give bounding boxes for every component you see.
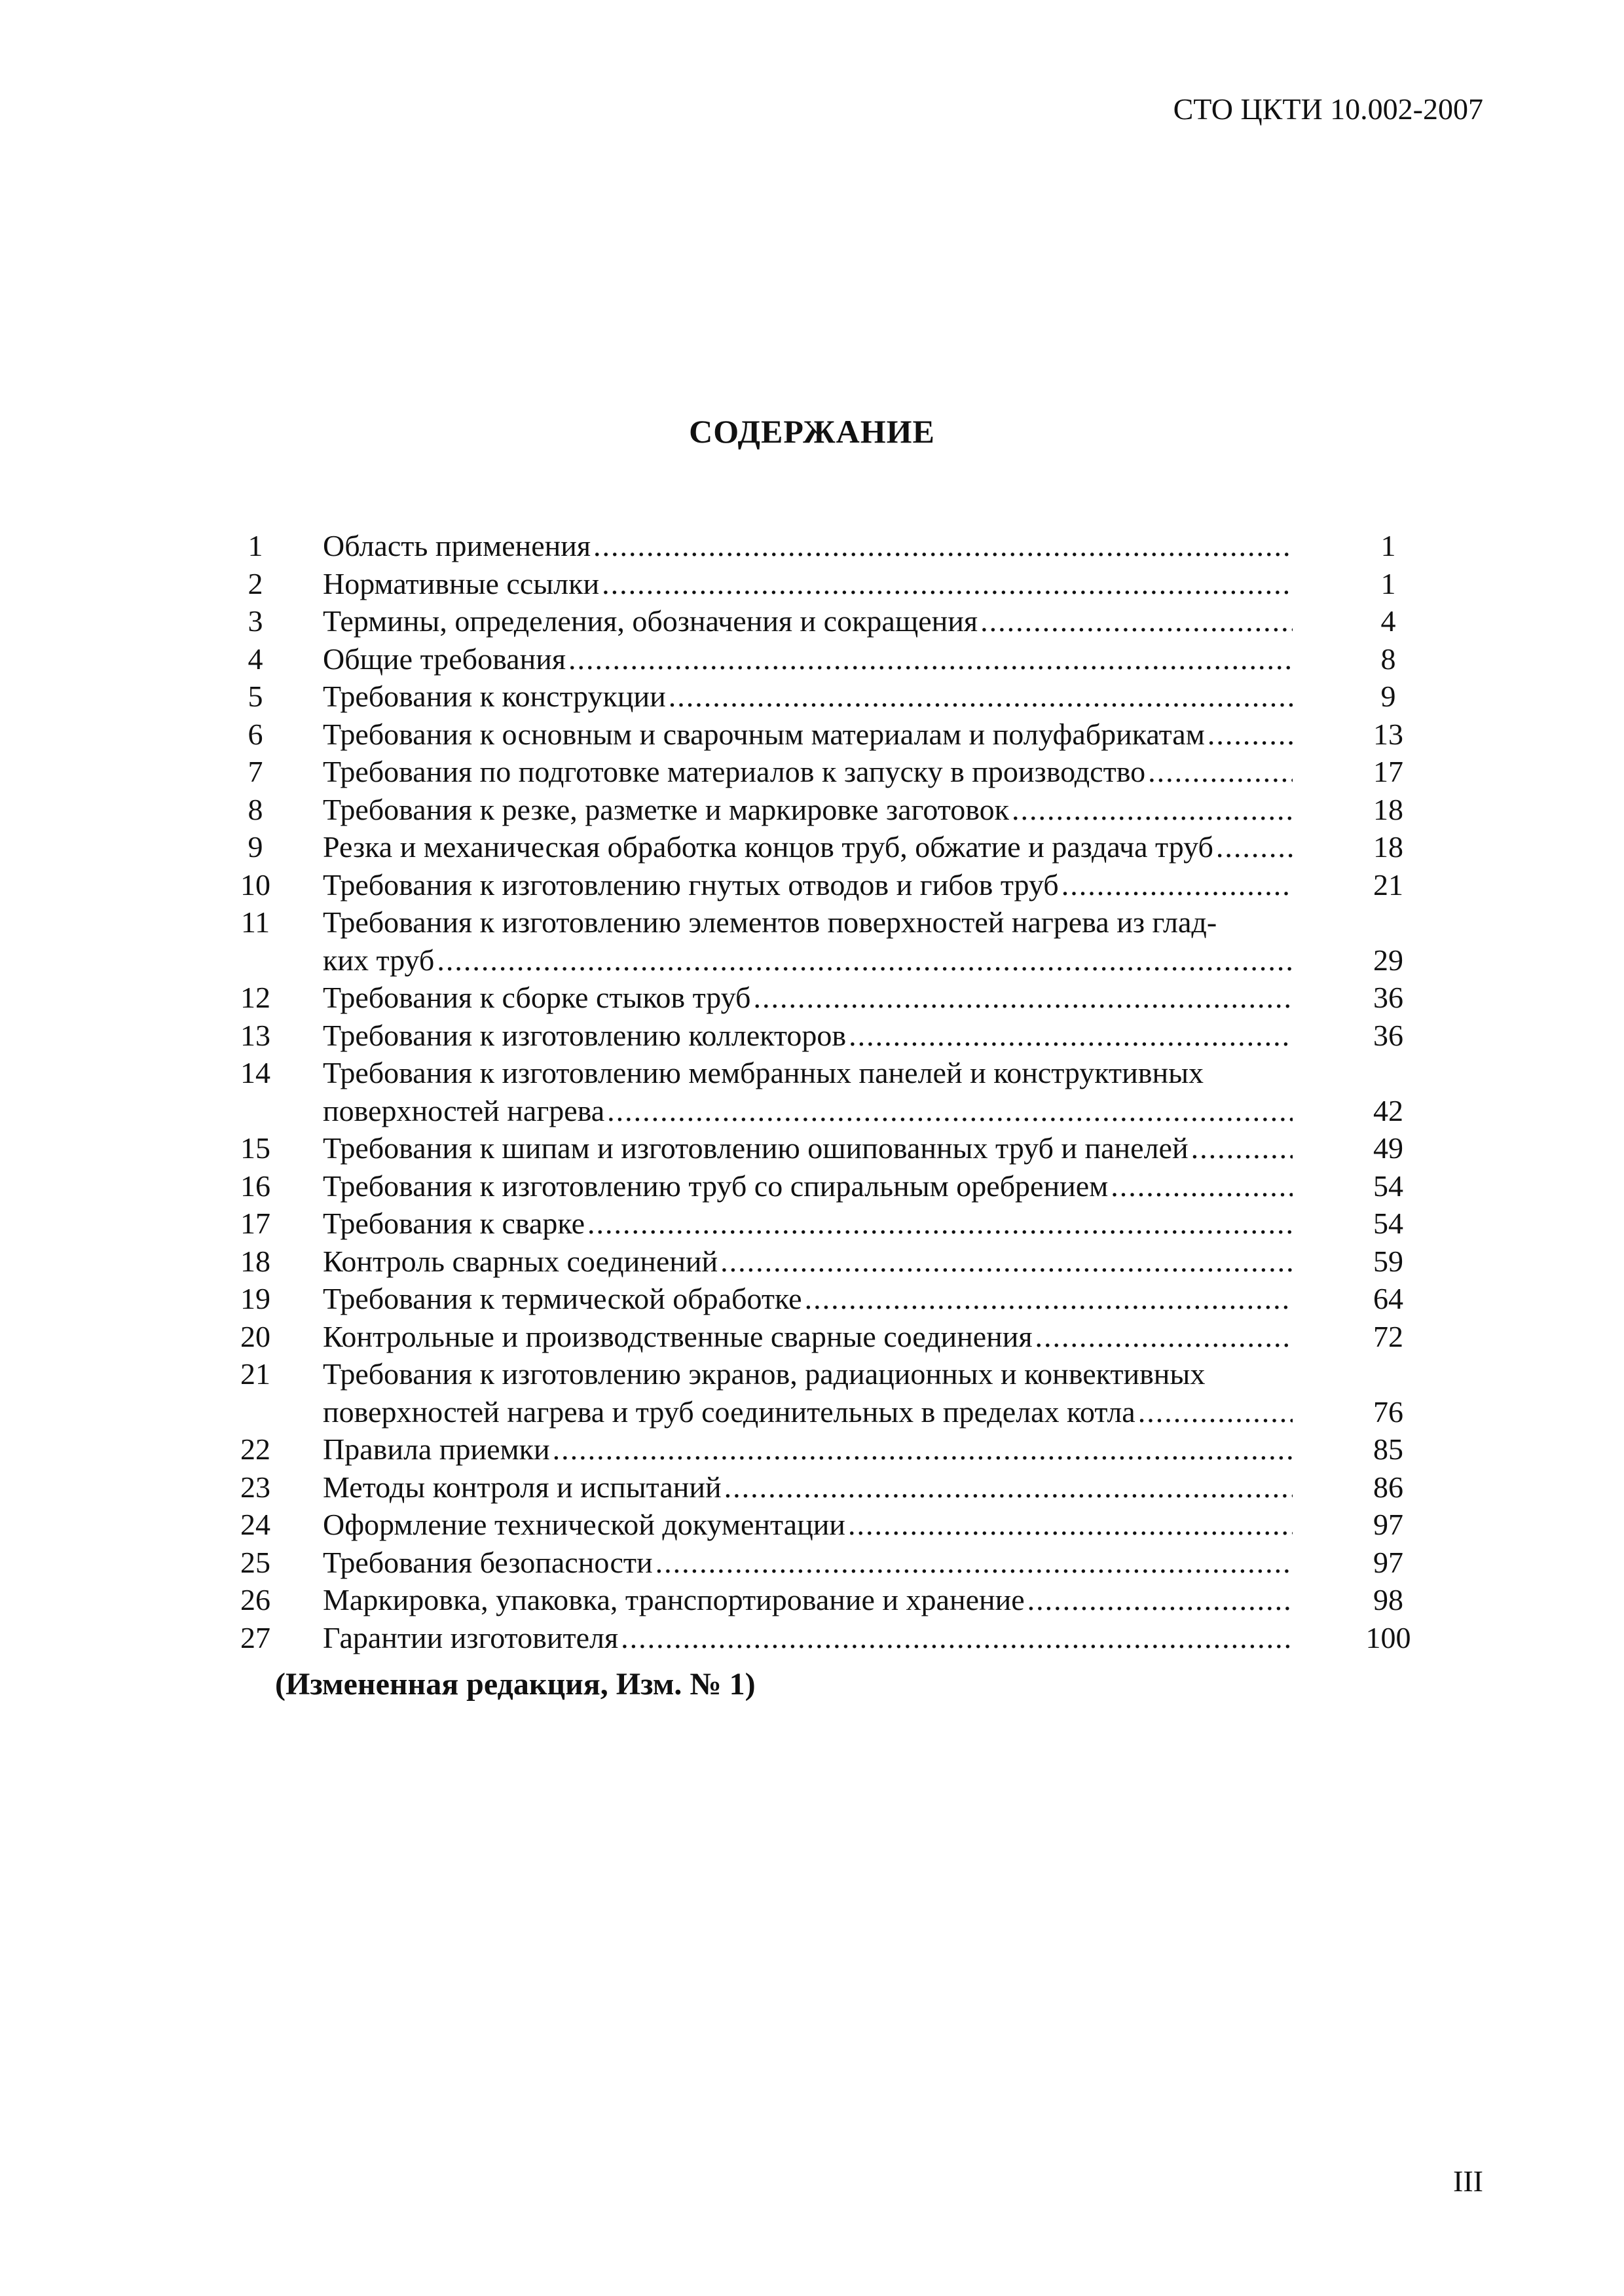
toc-entry-title: Правила приемки [323,1432,550,1466]
toc-dot-leader [849,1017,1293,1055]
toc-entry-page: 36 [1373,1018,1403,1052]
toc-entry-title: Контроль сварных соединений [323,1244,718,1278]
toc-entry-title: Требования к изготовлению элементов поверхностей нагрева из глад- [323,905,1217,939]
toc-entry [229,716,1428,754]
toc-entry-page: 54 [1373,1169,1403,1203]
toc-entry-number: 27 [240,1620,270,1654]
toc-dot-leader [1061,866,1293,904]
toc-dot-leader [1191,1129,1293,1167]
toc-entry-number: 22 [240,1432,270,1466]
toc-entry-page: 18 [1373,792,1403,826]
toc-entry-page: 64 [1373,1282,1403,1315]
table-of-contents [229,527,1428,1656]
toc-entry-title: Контрольные и производственные сварные соединения [323,1319,1033,1353]
toc-dot-leader [607,1092,1293,1130]
toc-entry-number: 10 [240,867,270,902]
toc-entry-title: Требования к термической обработке [323,1282,802,1315]
toc-entry-page: 54 [1373,1207,1403,1240]
toc-entry-title: Требования к основным и сварочным материалам и полуфабрикатам [323,717,1205,751]
toc-entry [229,979,1428,1017]
toc-entry-page: 76 [1373,1394,1403,1429]
toc-dot-leader [1148,753,1293,791]
toc-entry [229,1468,1428,1506]
toc-entry-page: 97 [1373,1545,1403,1579]
toc-entry-page: 1 [1380,529,1396,562]
toc-entry [229,527,1428,565]
toc-entry-title: Резка и механическая обработка концов труб, обжатие и раздача труб [323,830,1213,864]
toc-entry [229,753,1428,791]
toc-entry-title: Требования к изготовлению гнутых отводов и гибов труб [323,867,1059,902]
toc-dot-leader [669,678,1293,716]
toc-entry-page: 72 [1373,1319,1403,1353]
toc-entry-title: Оформление технической документации [323,1508,845,1541]
document-code: СТО ЦКТИ 10.002-2007 [1173,92,1483,126]
toc-entry-title: поверхностей нагрева [323,1093,605,1127]
toc-dot-leader [1216,828,1293,866]
toc-entry [229,1280,1428,1318]
toc-entry-number: 11 [240,905,270,939]
toc-entry-page: 13 [1373,717,1403,751]
toc-entry-number: 18 [240,1244,270,1278]
toc-entry [229,1054,1428,1129]
toc-entry-title: Требования к конструкции [323,680,666,713]
toc-dot-leader [621,1619,1293,1657]
toc-entry-number: 25 [240,1545,270,1579]
toc-entry [229,903,1428,979]
toc-entry-number: 6 [248,717,263,751]
toc-entry [229,640,1428,678]
toc-entry-page: 4 [1380,604,1396,638]
toc-entry-title: Маркировка, упаковка, транспортирование и хранение [323,1583,1025,1616]
toc-dot-leader [553,1430,1293,1468]
toc-entry-page: 17 [1373,755,1403,788]
toc-dot-leader [724,1468,1293,1506]
toc-dot-leader [805,1280,1293,1318]
toc-entry-title: Общие требования [323,642,566,676]
toc-entry-number: 8 [248,792,263,826]
toc-entry-number: 3 [248,604,263,638]
toc-dot-leader [1027,1581,1293,1619]
revision-note: (Измененная редакция, Изм. № 1) [275,1667,756,1702]
toc-dot-leader [1138,1393,1293,1431]
toc-entry-number: 9 [248,830,263,864]
toc-entry-page: 1 [1380,566,1396,600]
toc-entry-page: 49 [1373,1131,1403,1165]
toc-entry-page: 97 [1373,1508,1403,1541]
toc-entry-title: Требования к сварке [323,1207,585,1240]
toc-entry-number: 5 [248,680,263,713]
toc-entry-page: 29 [1373,943,1403,977]
toc-entry-title: Гарантии изготовителя [323,1620,619,1654]
page-number: III [1453,2164,1483,2198]
toc-entry [229,1581,1428,1619]
toc-entry [229,1129,1428,1167]
page-title: СОДЕРЖАНИЕ [689,413,935,450]
toc-entry [229,602,1428,640]
toc-dot-leader [602,565,1293,603]
toc-entry [229,1167,1428,1205]
toc-entry-page: 9 [1380,680,1396,713]
toc-entry-number: 16 [240,1169,270,1203]
toc-entry-number: 17 [240,1207,270,1240]
toc-entry [229,1544,1428,1582]
toc-entry-number: 15 [240,1131,270,1165]
toc-entry-number: 1 [248,529,263,562]
toc-entry-page: 21 [1373,867,1403,902]
toc-dot-leader [848,1506,1293,1544]
toc-entry-title: Требования к резке, разметке и маркировке заготовок [323,792,1009,826]
toc-entry-number: 19 [240,1282,270,1315]
toc-entry-number: 20 [240,1319,270,1353]
toc-entry-title: Термины, определения, обозначения и сокращения [323,604,978,638]
toc-dot-leader [437,941,1293,979]
toc-dot-leader [1111,1167,1293,1205]
toc-entry [229,1506,1428,1544]
toc-entry-title: Требования по подготовке материалов к запуску в производство [323,755,1146,788]
toc-entry-page: 100 [1365,1620,1411,1654]
toc-entry-title: Требования к сборке стыков труб [323,981,751,1014]
toc-entry [229,866,1428,904]
toc-entry-title: ких труб [323,943,435,977]
toc-entry-number: 4 [248,642,263,676]
toc-dot-leader [1208,716,1293,754]
toc-dot-leader [655,1544,1293,1582]
toc-dot-leader [980,602,1293,640]
toc-entry [229,791,1428,829]
toc-entry-page: 36 [1373,981,1403,1014]
toc-entry-page: 85 [1373,1432,1403,1466]
toc-entry-title: Требования к изготовлению мембранных панелей и конструктивных [323,1056,1204,1089]
toc-entry-number: 12 [240,981,270,1014]
toc-entry-title: Область применения [323,529,591,562]
toc-dot-leader [1035,1318,1293,1356]
toc-dot-leader [587,1205,1293,1243]
toc-entry [229,1619,1428,1657]
toc-dot-leader [593,527,1293,565]
toc-entry-title: Требования к изготовлению труб со спиральным оребрением [323,1169,1109,1203]
toc-entry [229,1318,1428,1356]
toc-entry-title: Нормативные ссылки [323,566,600,600]
toc-entry [229,1430,1428,1468]
toc-entry-title: поверхностей нагрева и труб соединительных в пределах котла [323,1394,1135,1429]
toc-entry-title: Требования к изготовлению коллекторов [323,1018,847,1052]
toc-entry-title: Требования к шипам и изготовлению ошипованных труб и панелей [323,1131,1189,1165]
toc-entry-number: 7 [248,755,263,788]
toc-entry [229,678,1428,716]
toc-entry-number: 2 [248,566,263,600]
toc-entry-page: 59 [1373,1244,1403,1278]
toc-entry-title: Требования безопасности [323,1545,653,1579]
toc-entry-number: 21 [240,1357,270,1391]
toc-dot-leader [753,979,1293,1017]
toc-entry-page: 98 [1373,1583,1403,1616]
toc-entry-title: Требования к изготовлению экранов, радиационных и конвективных [323,1357,1206,1391]
toc-entry [229,1205,1428,1243]
toc-dot-leader [1012,791,1293,829]
toc-entry-page: 42 [1373,1093,1403,1127]
toc-entry-number: 26 [240,1583,270,1616]
toc-entry-number: 24 [240,1508,270,1541]
toc-entry-number: 23 [240,1470,270,1504]
toc-entry-number: 13 [240,1018,270,1052]
toc-entry [229,1355,1428,1430]
toc-entry-page: 8 [1380,642,1396,676]
toc-dot-leader [720,1243,1293,1281]
toc-dot-leader [568,640,1293,678]
toc-entry-title: Методы контроля и испытаний [323,1470,722,1504]
toc-entry-page: 86 [1373,1470,1403,1504]
toc-entry-number: 14 [240,1056,270,1089]
toc-entry [229,1243,1428,1281]
toc-entry [229,565,1428,603]
toc-entry [229,828,1428,866]
toc-entry [229,1017,1428,1055]
toc-entry-page: 18 [1373,830,1403,864]
